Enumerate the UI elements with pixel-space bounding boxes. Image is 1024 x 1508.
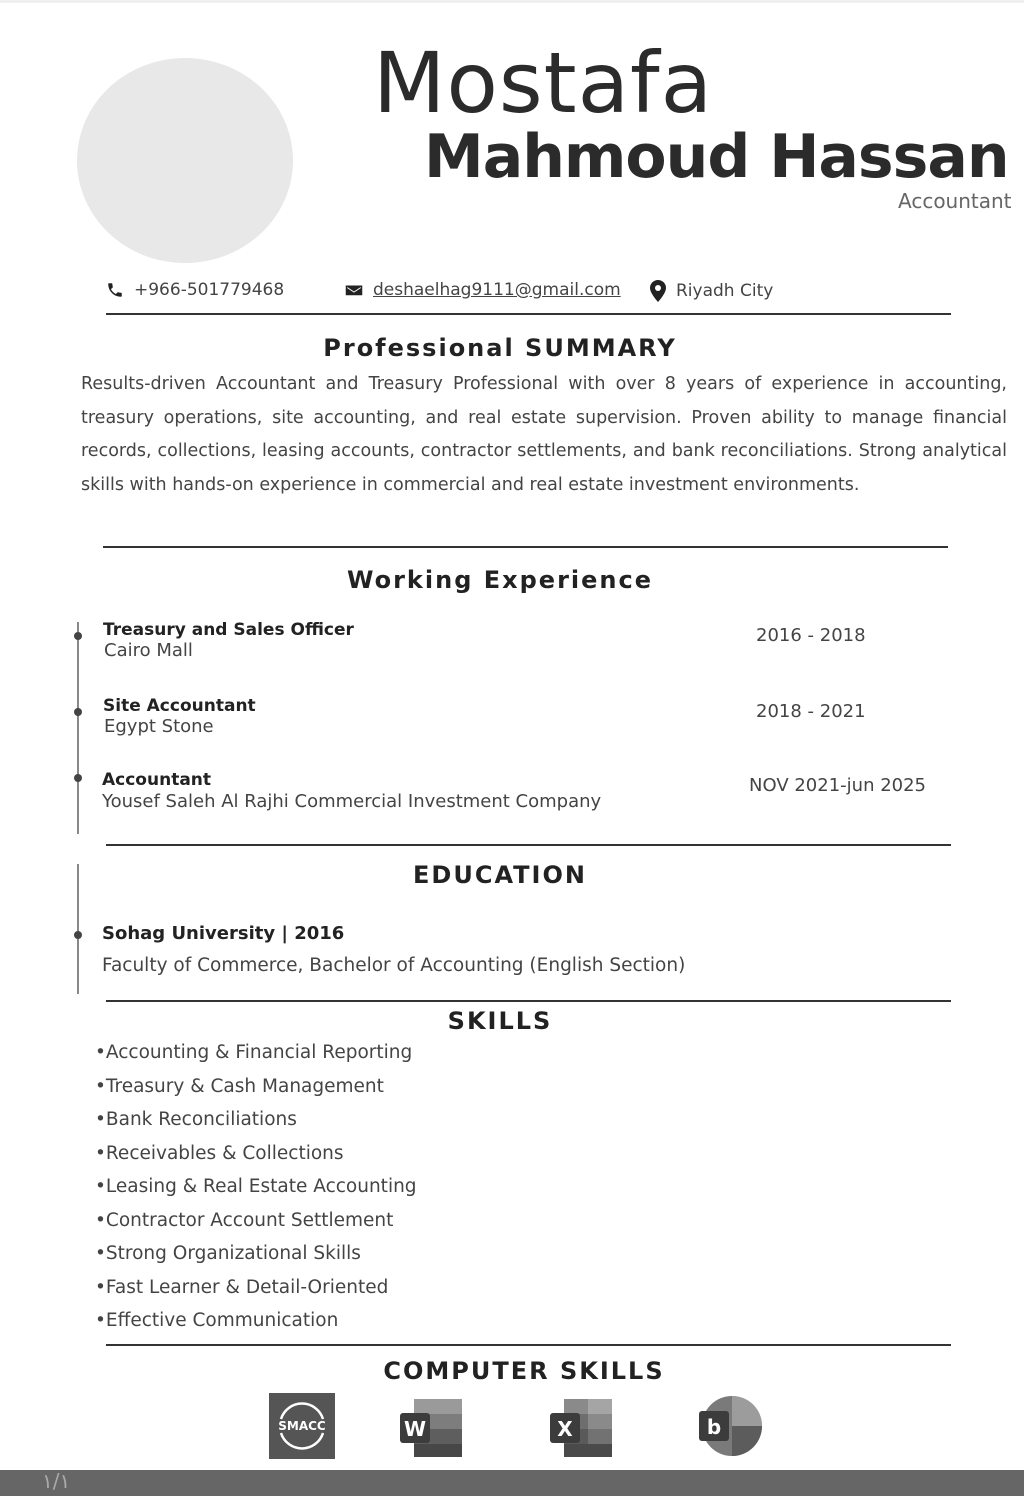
mail-icon bbox=[345, 283, 363, 297]
job-dates: 2016 - 2018 bbox=[756, 625, 866, 646]
summary-heading: Professional SUMMARY bbox=[323, 334, 677, 362]
skill-item: •Leasing & Real Estate Accounting bbox=[95, 1176, 417, 1197]
last-name: Mahmoud Hassan bbox=[424, 122, 1009, 192]
phone-number: +966-501779468 bbox=[134, 280, 285, 300]
skill-item: •Effective Communication bbox=[95, 1310, 339, 1331]
job-dates: 2018 - 2021 bbox=[756, 701, 866, 722]
word-icon bbox=[398, 1393, 464, 1459]
job-company: Yousef Saleh Al Rajhi Commercial Investment Company bbox=[102, 791, 602, 812]
skill-item: •Bank Reconciliations bbox=[95, 1109, 297, 1130]
page-number: ١/١ bbox=[42, 1469, 71, 1493]
contact-location bbox=[650, 280, 773, 302]
location-pin-icon bbox=[650, 280, 666, 302]
smacc-label: SMACC bbox=[278, 1419, 326, 1433]
first-name: Mostafa bbox=[373, 34, 714, 132]
experience-timeline bbox=[77, 622, 79, 834]
skill-item: •Accounting & Financial Reporting bbox=[95, 1042, 413, 1063]
word-label: W bbox=[403, 1417, 427, 1441]
skill-item: •Contractor Account Settlement bbox=[95, 1209, 394, 1231]
timeline-dot bbox=[74, 632, 82, 640]
divider bbox=[103, 546, 948, 548]
job-company: Egypt Stone bbox=[104, 716, 214, 737]
job-role: Site Accountant bbox=[103, 696, 256, 716]
contact-email[interactable] bbox=[345, 280, 621, 300]
job-title: Accountant bbox=[898, 189, 1012, 213]
skill-item: •Fast Learner & Detail-Oriented bbox=[95, 1276, 389, 1298]
smacc-icon bbox=[269, 1393, 335, 1459]
phone-icon bbox=[106, 281, 124, 299]
page-footer-bar bbox=[0, 1470, 1024, 1496]
job-dates: NOV 2021-jun 2025 bbox=[749, 775, 927, 796]
divider bbox=[106, 313, 951, 315]
skill-item: •Treasury & Cash Management bbox=[95, 1075, 384, 1097]
excel-icon bbox=[548, 1393, 614, 1459]
divider bbox=[106, 1000, 951, 1002]
profile-photo-placeholder bbox=[77, 58, 293, 263]
education-timeline bbox=[77, 864, 79, 994]
job-role: Accountant bbox=[102, 770, 212, 790]
location-text: Riyadh City bbox=[676, 281, 774, 301]
email-link[interactable]: deshaelhag9111@gmail.com bbox=[373, 280, 621, 300]
job-role: Treasury and Sales Officer bbox=[103, 620, 354, 640]
skill-item: •Receivables & Collections bbox=[95, 1142, 344, 1164]
experience-heading: Working Experience bbox=[346, 566, 653, 594]
skills-list bbox=[95, 1036, 417, 1338]
summary-text: Results-driven Accountant and Treasury Professional with over 8 years of experience in accounting, treasury operations, site accounting, and real estate supervision. Proven ability to manage financial records, collections, leasing accounts, contractor settlements, and bank reconciliations. Strong analytical skills with hands-on experience in commercial and real estate investment environments. bbox=[81, 374, 1007, 495]
contact-phone bbox=[106, 280, 284, 300]
education-heading: EDUCATION bbox=[413, 861, 587, 889]
job-company: Cairo Mall bbox=[104, 640, 193, 661]
divider bbox=[106, 1344, 951, 1346]
timeline-dot bbox=[74, 708, 82, 716]
education-school: Sohag University | 2016 bbox=[102, 923, 345, 944]
computer-skills-heading: COMPUTER SKILLS bbox=[383, 1357, 665, 1385]
divider bbox=[106, 844, 951, 846]
skill-item: •Strong Organizational Skills bbox=[95, 1243, 361, 1264]
top-edge bbox=[0, 0, 1024, 3]
ms-project-icon bbox=[697, 1393, 763, 1459]
timeline-dot bbox=[74, 774, 82, 782]
project-label: b bbox=[706, 1415, 722, 1439]
excel-label: X bbox=[557, 1417, 573, 1441]
education-degree: Faculty of Commerce, Bachelor of Accounting (English Section) bbox=[102, 955, 686, 976]
skills-heading: SKILLS bbox=[447, 1007, 553, 1035]
timeline-dot bbox=[74, 931, 82, 939]
